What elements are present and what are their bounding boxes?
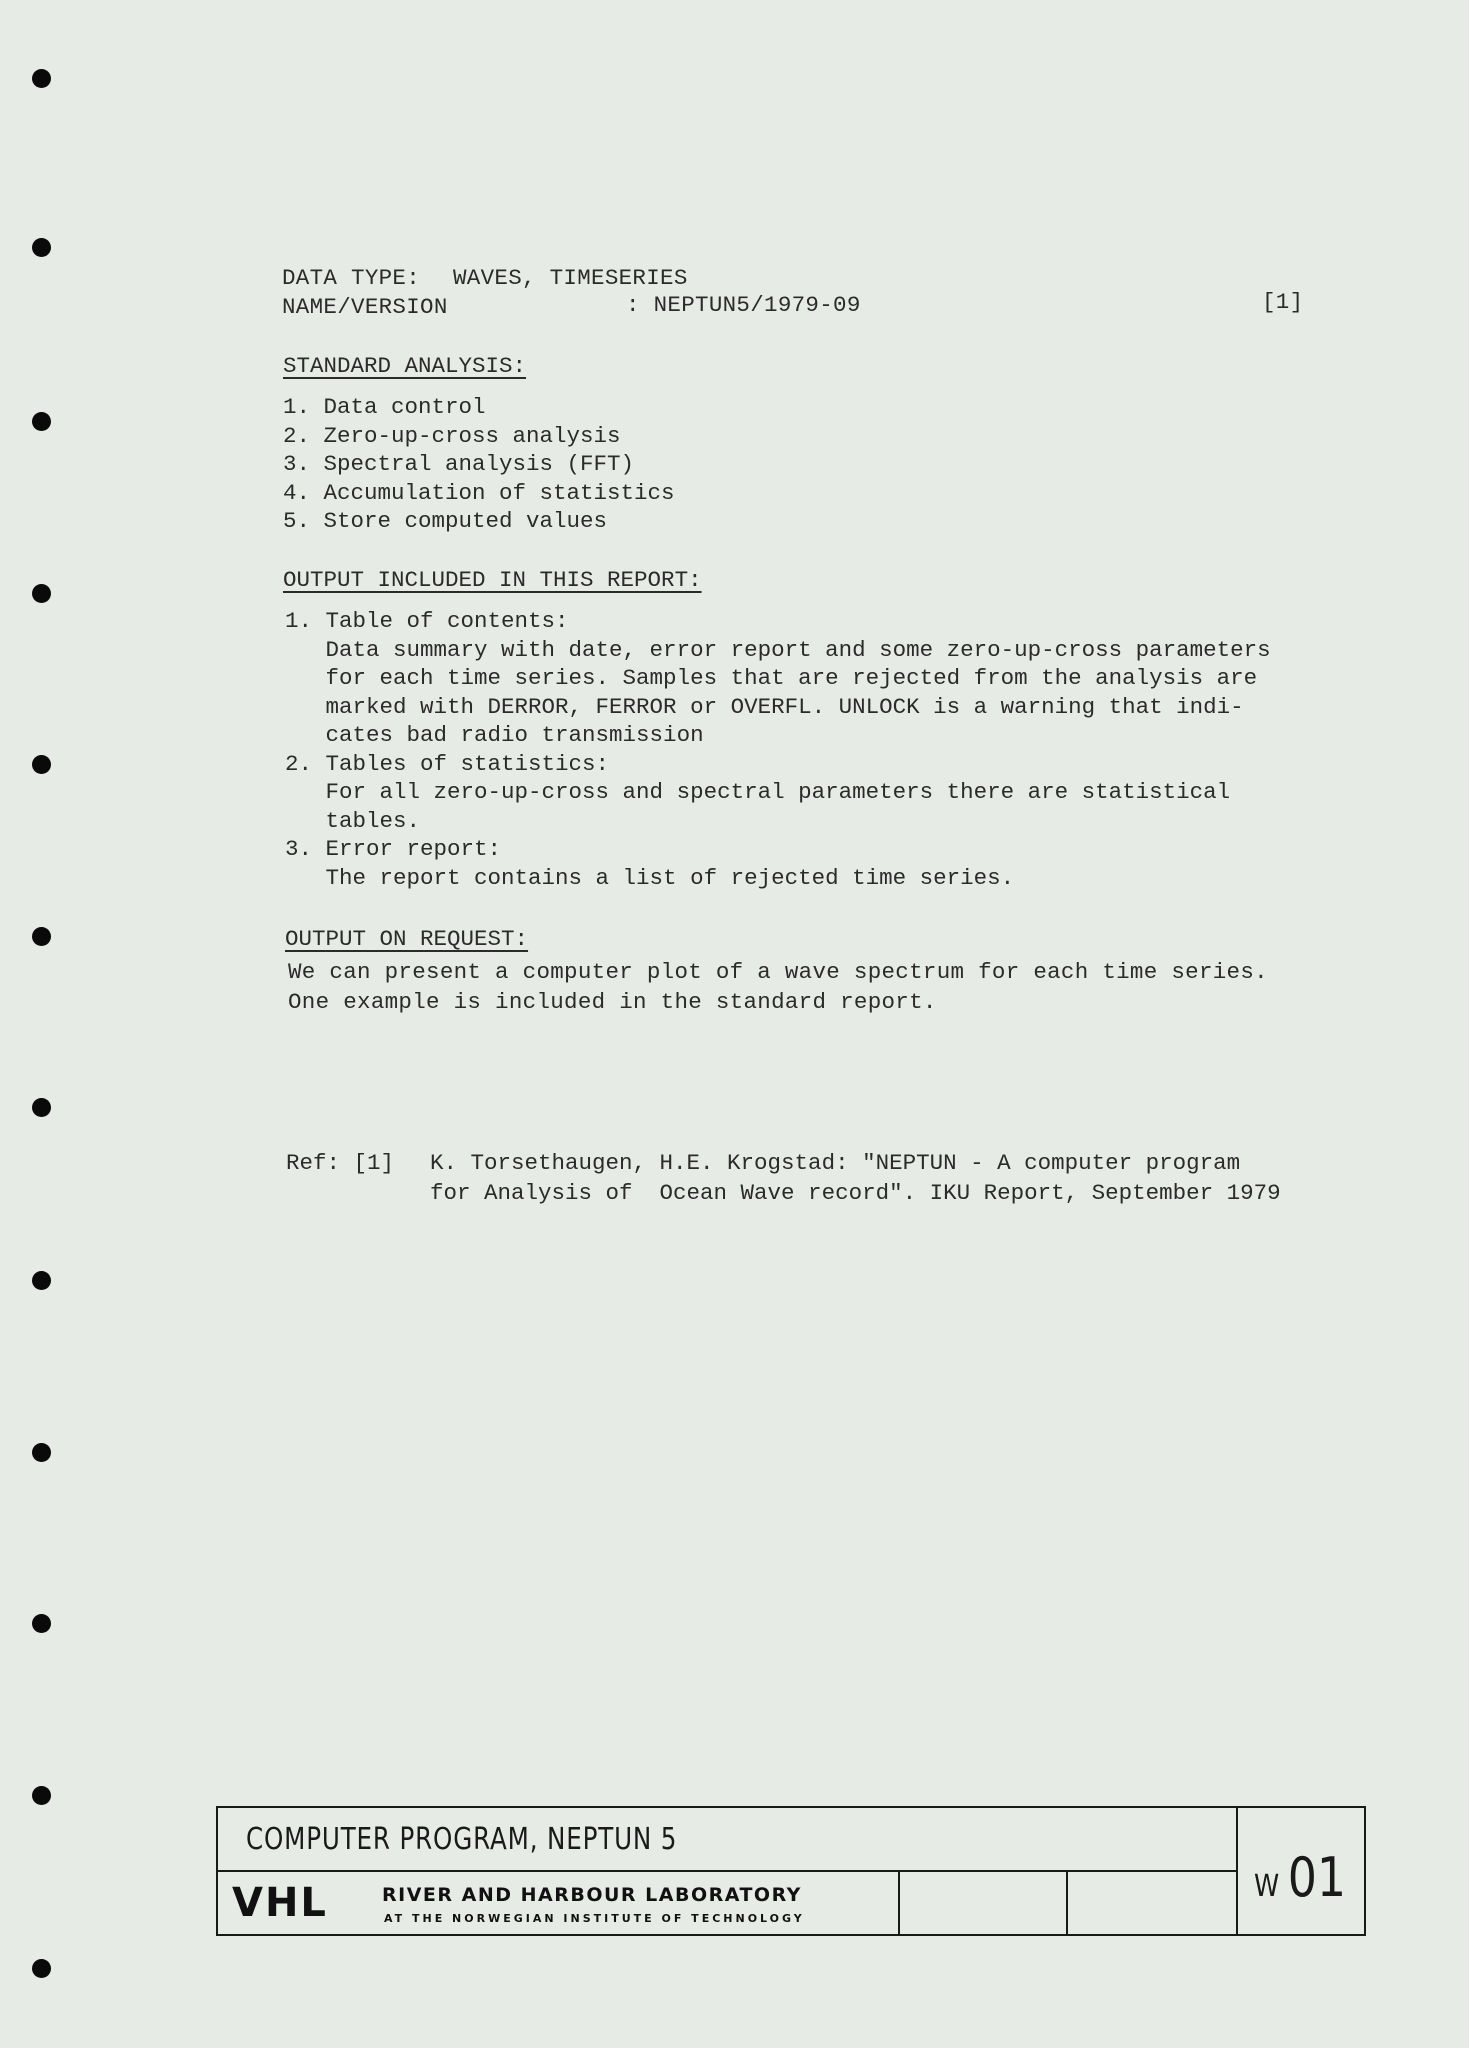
punch-hole xyxy=(32,69,51,88)
list-item: The report contains a list of rejected time series. xyxy=(285,864,1015,891)
name-version-label: NAME/VERSION xyxy=(282,294,448,320)
title-block-divider xyxy=(898,1870,900,1934)
list-item: tables. xyxy=(285,807,421,834)
document-code-prefix: W xyxy=(1254,1869,1280,1904)
list-item: 5. Store computed values xyxy=(283,508,608,534)
standard-analysis-list xyxy=(283,393,675,536)
punch-hole xyxy=(32,584,51,603)
punch-hole xyxy=(32,412,51,431)
laboratory-subtitle: AT THE NORWEGIAN INSTITUTE OF TECHNOLOGY xyxy=(384,1912,805,1925)
list-item: 2. Zero-up-cross analysis xyxy=(283,422,621,449)
list-item: 1. Table of contents: xyxy=(285,608,569,634)
output-on-request-line: We can present a computer plot of a wave spectrum for each time series. xyxy=(288,959,1268,985)
output-on-request-line: One example is included in the standard report. xyxy=(288,989,937,1015)
reference-marker: [1] xyxy=(1262,289,1304,315)
punch-hole xyxy=(32,755,51,774)
output-on-request-heading: OUTPUT ON REQUEST: xyxy=(285,926,529,952)
punch-hole xyxy=(32,1443,51,1462)
vhl-logo: VHL xyxy=(232,1880,328,1926)
output-included-heading: OUTPUT INCLUDED IN THIS REPORT: xyxy=(283,567,702,593)
reference-line: K. Torsethaugen, H.E. Krogstad: "NEPTUN - A computer program xyxy=(430,1150,1241,1176)
data-type-value: WAVES, TIMESERIES xyxy=(453,265,688,291)
list-item: For all zero-up-cross and spectral parameters there are statistical xyxy=(285,779,1231,805)
title-block-divider xyxy=(218,1870,1236,1872)
list-item: 4. Accumulation of statistics xyxy=(283,479,675,506)
list-item: Data summary with date, error report and some zero-up-cross parameters xyxy=(285,636,1271,663)
laboratory-name: RIVER AND HARBOUR LABORATORY xyxy=(382,1884,802,1906)
name-version-value: : NEPTUN5/1979-09 xyxy=(626,292,861,318)
punch-hole xyxy=(32,1959,51,1978)
data-type-label: DATA TYPE: xyxy=(282,265,421,291)
list-item: 2. Tables of statistics: xyxy=(285,750,610,777)
punch-hole xyxy=(32,927,51,946)
output-included-list xyxy=(285,607,1271,892)
document-code-number: 01 xyxy=(1287,1846,1347,1909)
punch-hole xyxy=(32,1786,51,1805)
punch-hole xyxy=(32,1271,51,1290)
reference-line: for Analysis of Ocean Wave record". IKU Report, September 1979 xyxy=(430,1180,1281,1206)
punch-hole xyxy=(32,238,51,257)
list-item: marked with DERROR, FERROR or OVERFL. UNLOCK is a warning that indi- xyxy=(285,693,1244,720)
list-item: 3. Spectral analysis (FFT) xyxy=(283,451,635,477)
program-title: COMPUTER PROGRAM, NEPTUN 5 xyxy=(246,1822,678,1857)
list-item: 3. Error report: xyxy=(285,836,502,862)
list-item: for each time series. Samples that are rejected from the analysis are xyxy=(285,665,1258,691)
document-code xyxy=(1254,1846,1346,1909)
title-block-divider xyxy=(1236,1808,1238,1934)
title-block-divider xyxy=(1066,1870,1068,1934)
punch-hole xyxy=(32,1098,51,1117)
list-item: 1. Data control xyxy=(283,394,486,420)
punch-hole xyxy=(32,1614,51,1633)
title-block xyxy=(216,1806,1366,1936)
reference-label: Ref: [1] xyxy=(286,1150,395,1176)
list-item: cates bad radio transmission xyxy=(285,722,704,748)
standard-analysis-heading: STANDARD ANALYSIS: xyxy=(283,353,527,379)
